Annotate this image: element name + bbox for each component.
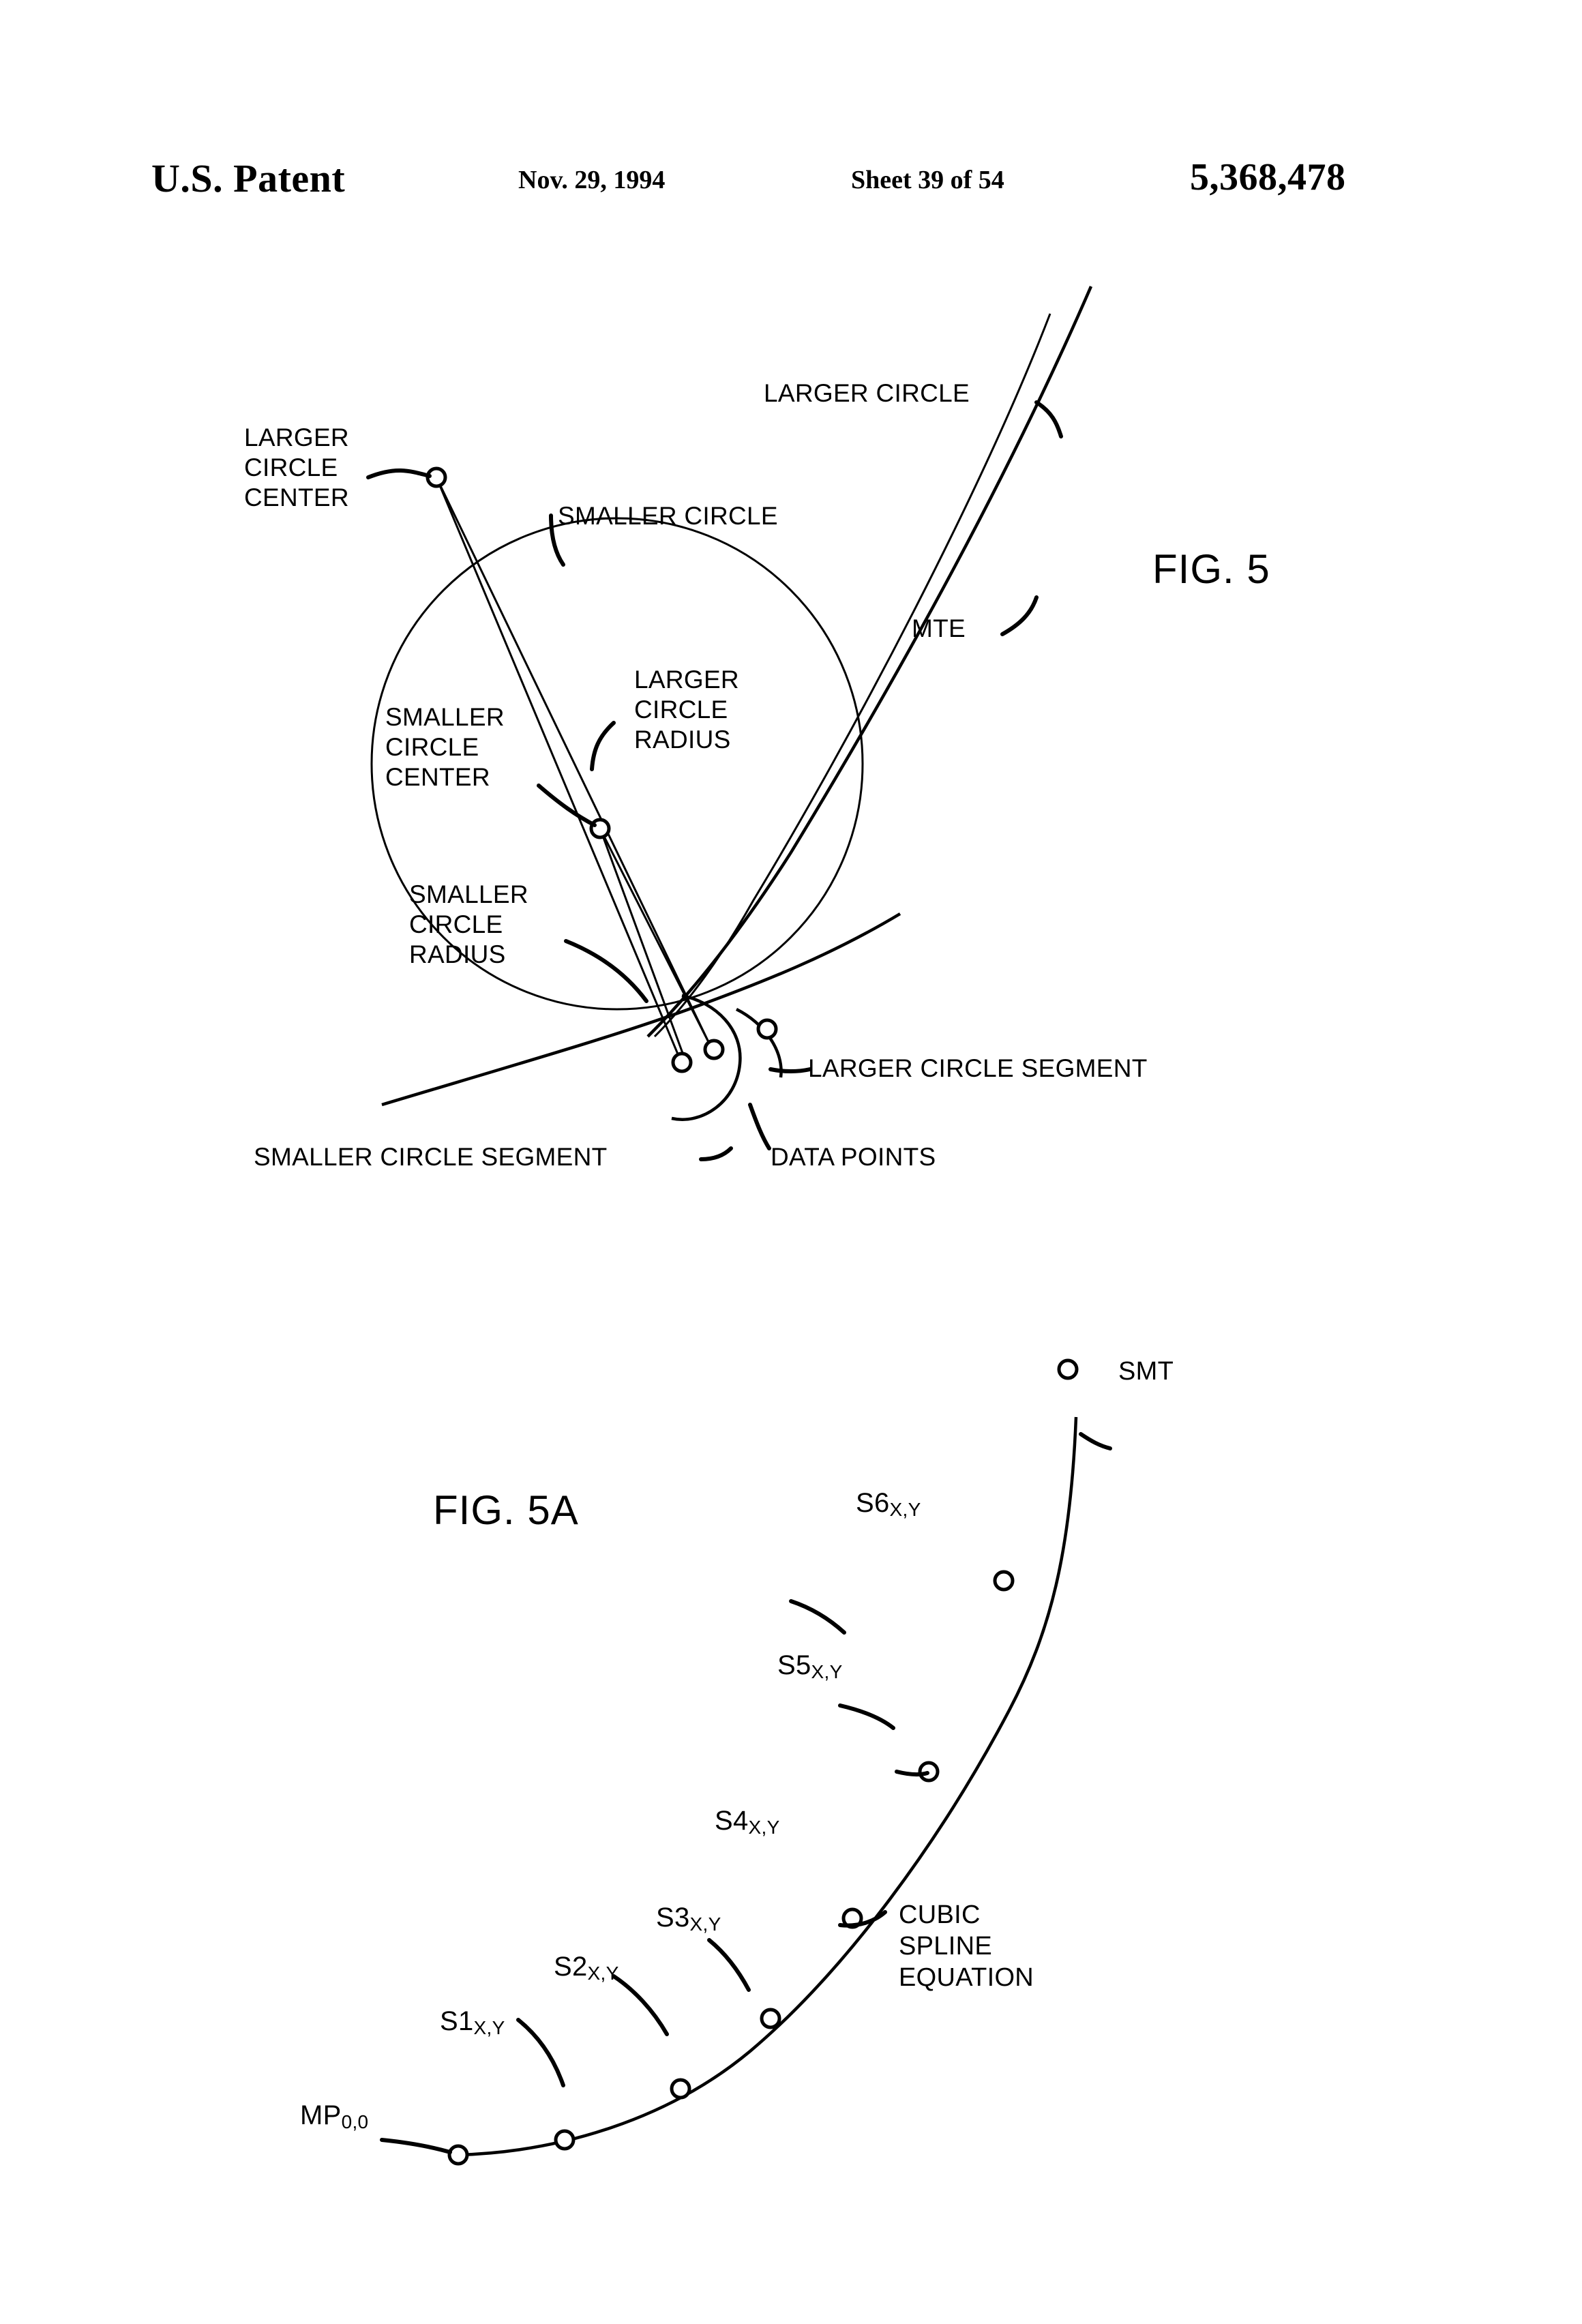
data-point-node-2: [705, 1041, 723, 1058]
smaller-circle-center-node: [591, 820, 609, 837]
leader-smaller-circle-segment: [701, 1148, 731, 1159]
label-mte: MTE: [912, 614, 966, 642]
smaller-circle-radius-line-a: [600, 829, 709, 1043]
figure-5-label: FIG. 5: [1152, 546, 1270, 592]
leader-s2b: [614, 1976, 667, 2034]
leader-s1b: [518, 2020, 563, 2085]
label-point-mp-sub: 0,0: [341, 2111, 369, 2132]
label-cubic-spline-equation: CUBIC SPLINE EQUATION: [899, 1901, 1034, 1992]
leader-data-points: [750, 1105, 769, 1148]
label-point-s2: [554, 1952, 619, 1984]
label-point-s1: [440, 2006, 505, 2039]
point-node-s2: [672, 2080, 689, 2098]
patent-office-title: U.S. Patent: [151, 156, 346, 200]
leader-mp: [382, 2140, 450, 2152]
figure-5-drawing: [0, 0, 1582, 1023]
point-node-mp: [449, 2146, 467, 2164]
leader-larger-circle-radius: [592, 723, 614, 769]
larger-circle-segment-arc: [736, 1009, 781, 1077]
label-point-s3-name: S3: [656, 1903, 690, 1933]
label-larger-circle-segment: LARGER CIRCLE SEGMENT: [808, 1054, 1148, 1082]
label-point-s4-name: S4: [715, 1806, 749, 1836]
leader-mte: [1002, 597, 1036, 634]
label-point-s5-name: S5: [777, 1650, 811, 1680]
label-point-s5-sub: X,Y: [811, 1661, 843, 1682]
label-point-s1-sub: X,Y: [473, 2017, 505, 2038]
label-point-s5: [777, 1650, 843, 1683]
label-larger-circle-radius: LARGER CIRCLE RADIUS: [634, 666, 739, 754]
leader-smaller-circle-center: [539, 786, 595, 825]
label-point-s3-sub: X,Y: [689, 1913, 721, 1935]
label-larger-circle-center: LARGER CIRCLE CENTER: [244, 423, 349, 511]
figure-5a-label: FIG. 5A: [433, 1487, 579, 1533]
leader-s6: [897, 1772, 927, 1774]
label-smaller-circle-segment: SMALLER CIRCLE SEGMENT: [254, 1143, 608, 1171]
data-point-node-3: [758, 1020, 776, 1038]
label-point-s6-name: S6: [856, 1488, 890, 1518]
label-smaller-circle-radius: SMALLER CIRCLE RADIUS: [409, 880, 528, 968]
leader-s3b: [709, 1940, 749, 1990]
leader-s4: [791, 1601, 844, 1633]
label-point-s4-sub: X,Y: [748, 1817, 780, 1838]
label-smaller-circle: SMALLER CIRCLE: [558, 502, 778, 530]
patent-date: Nov. 29, 1994: [518, 166, 666, 194]
label-point-s6-sub: X,Y: [889, 1499, 921, 1520]
figure-5a-drawing: [0, 1233, 1582, 2324]
point-node-smt-end: [1059, 1360, 1077, 1378]
label-point-s6: [856, 1488, 921, 1521]
point-node-s1: [556, 2131, 573, 2149]
label-point-s2-sub: X,Y: [587, 1963, 619, 1984]
label-point-s2-name: S2: [554, 1952, 588, 1982]
label-smaller-circle-center: SMALLER CIRCLE CENTER: [385, 703, 505, 791]
label-point-s4: [715, 1806, 780, 1838]
label-point-s1-name: S1: [440, 2006, 474, 2036]
patent-number: 5,368,478: [1190, 156, 1346, 198]
label-point-s3: [656, 1903, 721, 1935]
data-point-node-1: [673, 1054, 691, 1071]
sheet-number: Sheet 39 of 54: [851, 166, 1004, 194]
point-node-s6: [995, 1572, 1013, 1590]
label-larger-circle: LARGER CIRCLE: [764, 379, 970, 407]
label-point-mp-name: MP: [300, 2100, 342, 2130]
leader-s5: [840, 1705, 893, 1728]
leader-larger-circle-center: [368, 471, 430, 477]
label-smt: SMT: [1118, 1357, 1174, 1386]
leader-smt: [1081, 1434, 1110, 1448]
label-point-mp: [300, 2100, 368, 2133]
leader-larger-circle-segment: [771, 1069, 810, 1071]
leader-larger-circle: [1036, 402, 1061, 436]
label-data-points: DATA POINTS: [771, 1143, 936, 1171]
point-node-s3: [762, 2010, 779, 2027]
